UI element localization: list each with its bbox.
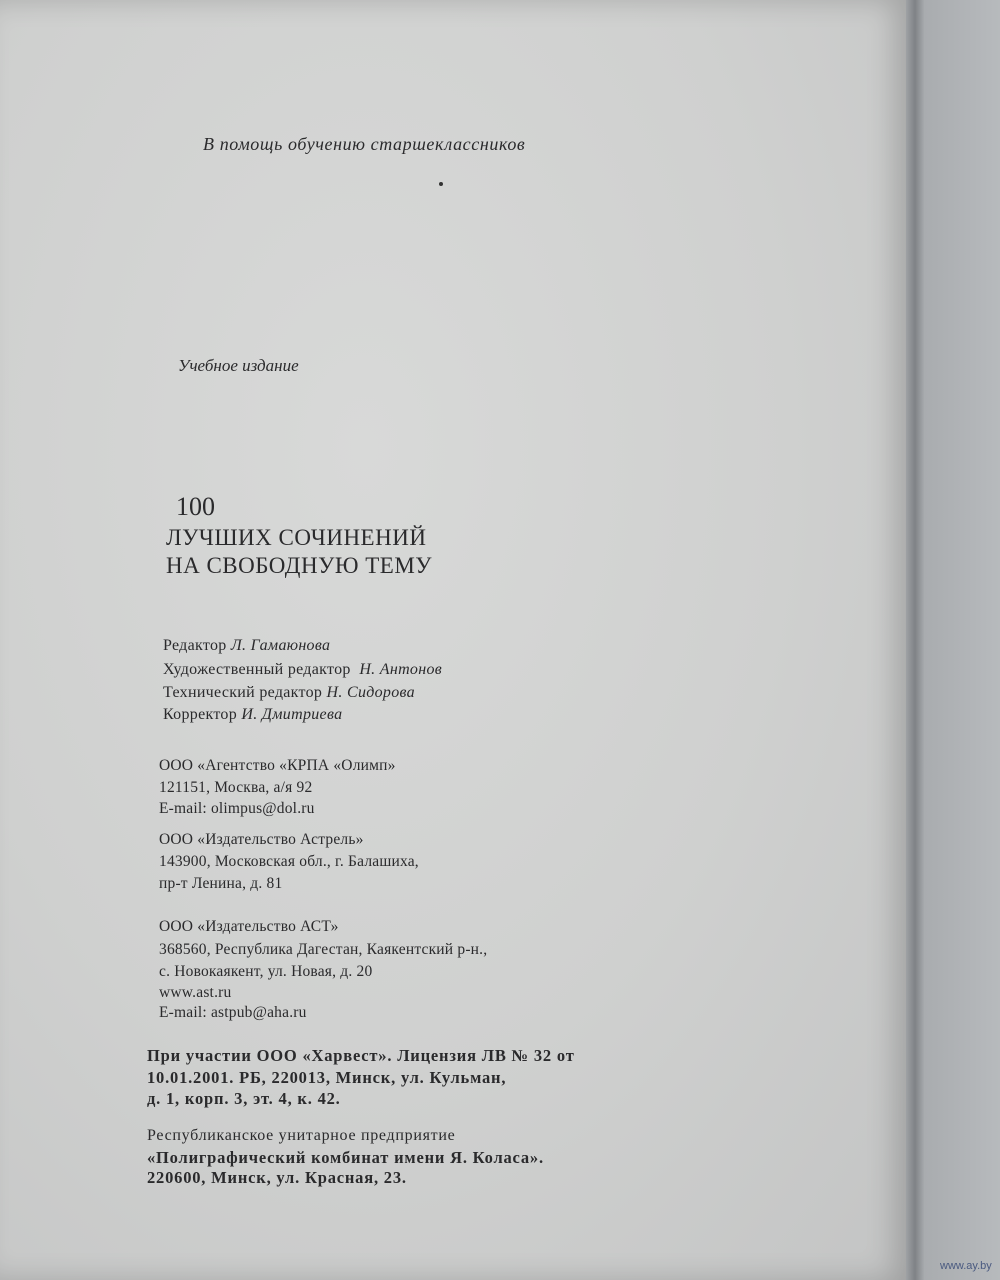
publisher-1-line: E-mail: olimpus@dol.ru bbox=[159, 800, 315, 817]
series-note: В помощь обучению старшеклассников bbox=[203, 134, 526, 154]
publisher-2-line: ООО «Издательство Астрель» bbox=[159, 831, 364, 848]
book-title-line-2: НА СВОБОДНУЮ ТЕМУ bbox=[166, 553, 433, 578]
watermark-text: www.ay.by bbox=[940, 1260, 992, 1272]
credit-editor bbox=[163, 637, 330, 655]
book-number: 100 bbox=[176, 492, 215, 521]
credit-tech-editor bbox=[163, 684, 415, 702]
facing-page-edge bbox=[924, 0, 1000, 1280]
edition-type: Учебное издание bbox=[178, 356, 299, 375]
license-line: д. 1, корп. 3, эт. 4, к. 42. bbox=[147, 1089, 341, 1108]
credit-name: Н. Антонов bbox=[359, 661, 443, 678]
credit-name: И. Дмитриева bbox=[241, 706, 343, 723]
credit-role: Корректор bbox=[163, 706, 238, 723]
printer-line: 220600, Минск, ул. Красная, 23. bbox=[147, 1168, 407, 1187]
publisher-1-line: ООО «Агентство «КРПА «Олимп» bbox=[159, 757, 396, 774]
credit-name: Л. Гамаюнова bbox=[230, 637, 331, 654]
license-line: При участии ООО «Харвест». Лицензия ЛВ № 32 от bbox=[147, 1046, 575, 1065]
credit-proofreader bbox=[163, 706, 342, 724]
license-line: 10.01.2001. РБ, 220013, Минск, ул. Кульман, bbox=[147, 1068, 507, 1087]
credit-role: Редактор bbox=[163, 637, 227, 654]
printer-line: Республиканское унитарное предприятие bbox=[147, 1127, 456, 1144]
credit-name: Н. Сидорова bbox=[326, 684, 415, 701]
publisher-3-line: с. Новокаякент, ул. Новая, д. 20 bbox=[159, 963, 373, 980]
publisher-3-line: ООО «Издательство АСТ» bbox=[159, 918, 339, 935]
publisher-2-line: пр-т Ленина, д. 81 bbox=[159, 875, 283, 892]
publisher-3-line: E-mail: astpub@aha.ru bbox=[159, 1004, 307, 1021]
ornament-dot bbox=[439, 182, 443, 186]
publisher-1-line: 121151, Москва, а/я 92 bbox=[159, 779, 313, 796]
printer-line: «Полиграфический комбинат имени Я. Коласа». bbox=[147, 1148, 544, 1167]
publisher-3-line: 368560, Республика Дагестан, Каякентский р-н., bbox=[159, 941, 488, 958]
credit-art-editor bbox=[163, 661, 442, 679]
credit-role: Художественный редактор bbox=[163, 661, 351, 678]
publisher-2-line: 143900, Московская обл., г. Балашиха, bbox=[159, 853, 419, 870]
publisher-3-line: www.ast.ru bbox=[159, 984, 232, 1001]
book-gutter bbox=[906, 0, 924, 1280]
book-title-line-1: ЛУЧШИХ СОЧИНЕНИЙ bbox=[166, 525, 427, 550]
credit-role: Технический редактор bbox=[163, 684, 323, 701]
